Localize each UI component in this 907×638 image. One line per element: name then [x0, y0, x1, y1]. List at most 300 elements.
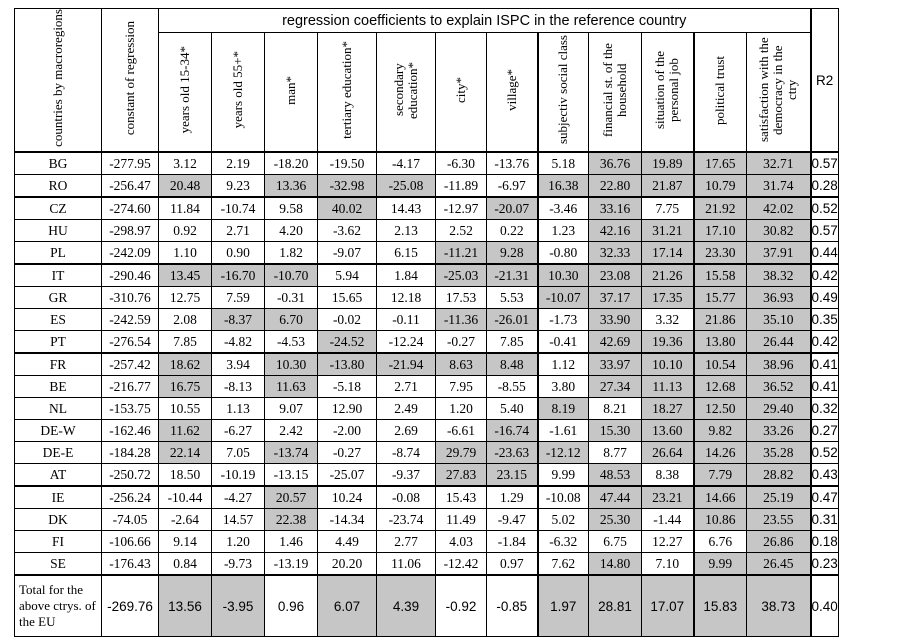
- coefficient-cell: 15.30: [589, 420, 642, 442]
- coefficient-cell: -14.34: [318, 509, 377, 531]
- coefficient-cell: 2.77: [377, 531, 436, 553]
- r2-cell: 0.23: [811, 553, 839, 576]
- coefficient-cell: 42.69: [589, 331, 642, 354]
- r2-cell: 0.32: [811, 398, 839, 420]
- coefficient-cell: 16.75: [159, 376, 212, 398]
- coefficient-cell: 15.83: [694, 575, 747, 637]
- coefficient-cell: 9.99: [538, 464, 589, 487]
- coefficient-cell: 23.08: [589, 264, 642, 287]
- coefficient-cell: 22.80: [589, 175, 642, 198]
- table-row: [15, 175, 839, 198]
- coefficient-cell: 11.49: [436, 509, 487, 531]
- country-code: ES: [15, 309, 102, 331]
- country-code: IE: [15, 486, 102, 509]
- country-code: NL: [15, 398, 102, 420]
- coefficient-cell: -13.76: [487, 152, 538, 175]
- coefficient-cell: 23.30: [694, 242, 747, 265]
- coefficient-cell: 6.15: [377, 242, 436, 265]
- coefficient-cell: 17.35: [642, 287, 694, 309]
- coefficient-cell: 3.94: [212, 353, 265, 376]
- r2-cell: 0.42: [811, 264, 839, 287]
- coefficient-cell: -8.37: [212, 309, 265, 331]
- coefficient-cell: -13.80: [318, 353, 377, 376]
- coefficient-cell: 37.17: [589, 287, 642, 309]
- coefficient-cell: 7.75: [642, 197, 694, 220]
- coefficient-cell: 20.20: [318, 553, 377, 576]
- table-title: regression coefficients to explain ISPC in the reference country: [159, 9, 811, 33]
- coefficient-cell: 26.64: [642, 442, 694, 464]
- country-code: HU: [15, 220, 102, 242]
- coefficient-cell: 12.18: [377, 287, 436, 309]
- coefficient-cell: 21.87: [642, 175, 694, 198]
- coefficient-cell: 35.28: [747, 442, 811, 464]
- coefficient-cell: 22.38: [265, 509, 318, 531]
- coefficient-cell: 17.53: [436, 287, 487, 309]
- coefficient-cell: 1.46: [265, 531, 318, 553]
- r2-cell: 0.40: [811, 575, 839, 637]
- column-header-text: city*: [453, 77, 468, 103]
- coefficient-cell: 4.03: [436, 531, 487, 553]
- coefficient-cell: 13.45: [159, 264, 212, 287]
- coefficient-cell: -8.74: [377, 442, 436, 464]
- coefficient-cell: 3.80: [538, 376, 589, 398]
- column-header: [538, 33, 589, 153]
- r2-header: R2: [811, 9, 839, 153]
- coefficient-cell: 18.50: [159, 464, 212, 487]
- coefficient-cell: 10.54: [694, 353, 747, 376]
- table-row: [15, 486, 839, 509]
- coefficient-cell: 17.10: [694, 220, 747, 242]
- coefficient-cell: 7.10: [642, 553, 694, 576]
- coefficient-cell: 7.05: [212, 442, 265, 464]
- coefficient-cell: -9.37: [377, 464, 436, 487]
- coefficient-cell: 4.49: [318, 531, 377, 553]
- coefficient-cell: 38.96: [747, 353, 811, 376]
- constant-cell: -298.97: [102, 220, 159, 242]
- coefficient-cell: 14.43: [377, 197, 436, 220]
- coefficient-cell: 29.40: [747, 398, 811, 420]
- coefficient-cell: 17.65: [694, 152, 747, 175]
- coefficient-cell: 11.06: [377, 553, 436, 576]
- constant-header-text: constant of regression: [122, 20, 137, 136]
- coefficient-cell: 10.55: [159, 398, 212, 420]
- r2-cell: 0.35: [811, 309, 839, 331]
- coefficient-cell: 2.49: [377, 398, 436, 420]
- constant-cell: -242.59: [102, 309, 159, 331]
- coefficient-cell: -4.27: [212, 486, 265, 509]
- coefficient-cell: -8.55: [487, 376, 538, 398]
- coefficient-cell: -18.20: [265, 152, 318, 175]
- coefficient-cell: 7.85: [159, 331, 212, 354]
- coefficient-cell: 9.14: [159, 531, 212, 553]
- coefficient-cell: -25.07: [318, 464, 377, 487]
- total-label: Total for the above ctrys. of the EU: [15, 575, 102, 637]
- coefficient-cell: -11.36: [436, 309, 487, 331]
- coefficient-cell: -4.53: [265, 331, 318, 354]
- coefficient-cell: -6.61: [436, 420, 487, 442]
- regression-table: [14, 8, 839, 637]
- coefficient-cell: 12.90: [318, 398, 377, 420]
- table-row: [15, 509, 839, 531]
- coefficient-cell: 7.62: [538, 553, 589, 576]
- coefficient-cell: -10.70: [265, 264, 318, 287]
- constant-cell: -242.09: [102, 242, 159, 265]
- coefficient-cell: -0.27: [436, 331, 487, 354]
- coefficient-cell: 11.63: [265, 376, 318, 398]
- coefficient-cell: -3.62: [318, 220, 377, 242]
- r2-cell: 0.28: [811, 175, 839, 198]
- coefficient-cell: 13.60: [642, 420, 694, 442]
- r2-cell: 0.41: [811, 353, 839, 376]
- constant-cell: -153.75: [102, 398, 159, 420]
- coefficient-cell: 8.38: [642, 464, 694, 487]
- column-header-text: political trust: [712, 55, 728, 125]
- constant-cell: -74.05: [102, 509, 159, 531]
- r2-cell: 0.41: [811, 376, 839, 398]
- coefficient-cell: -4.82: [212, 331, 265, 354]
- coefficient-cell: 0.92: [159, 220, 212, 242]
- coefficient-cell: 33.26: [747, 420, 811, 442]
- r2-cell: 0.18: [811, 531, 839, 553]
- coefficient-cell: -12.12: [538, 442, 589, 464]
- coefficient-cell: 7.79: [694, 464, 747, 487]
- coefficient-cell: 0.90: [212, 242, 265, 265]
- coefficient-cell: 11.62: [159, 420, 212, 442]
- constant-cell: -106.66: [102, 531, 159, 553]
- column-header: [212, 33, 265, 153]
- coefficient-cell: 6.75: [589, 531, 642, 553]
- constant-cell: -162.46: [102, 420, 159, 442]
- coefficient-cell: -1.44: [642, 509, 694, 531]
- column-header: [642, 33, 694, 153]
- coefficient-cell: 20.48: [159, 175, 212, 198]
- coefficient-cell: 23.15: [487, 464, 538, 487]
- coefficient-cell: 10.10: [642, 353, 694, 376]
- coefficient-cell: 0.97: [487, 553, 538, 576]
- column-header-text: subjectiv social class: [555, 35, 571, 145]
- coefficient-cell: -9.47: [487, 509, 538, 531]
- coefficient-cell: 7.59: [212, 287, 265, 309]
- coefficient-cell: 1.84: [377, 264, 436, 287]
- column-header-text: years old 55+*: [230, 51, 245, 129]
- coefficient-cell: -10.19: [212, 464, 265, 487]
- coefficient-cell: -2.00: [318, 420, 377, 442]
- coefficient-cell: -0.80: [538, 242, 589, 265]
- coefficient-cell: 4.20: [265, 220, 318, 242]
- coefficient-cell: 14.57: [212, 509, 265, 531]
- coefficient-cell: 6.76: [694, 531, 747, 553]
- coefficient-cell: 7.95: [436, 376, 487, 398]
- coefficient-cell: 26.86: [747, 531, 811, 553]
- coefficient-cell: 2.13: [377, 220, 436, 242]
- table-row: [15, 464, 839, 487]
- coefficient-cell: 13.56: [159, 575, 212, 637]
- coefficient-cell: -19.50: [318, 152, 377, 175]
- country-code: IT: [15, 264, 102, 287]
- coefficient-cell: 14.26: [694, 442, 747, 464]
- coefficient-cell: 37.91: [747, 242, 811, 265]
- coefficient-cell: 33.90: [589, 309, 642, 331]
- r2-cell: 0.57: [811, 152, 839, 175]
- coefficient-cell: 10.79: [694, 175, 747, 198]
- coefficient-cell: -21.94: [377, 353, 436, 376]
- coefficient-cell: 6.07: [318, 575, 377, 637]
- coefficient-cell: -26.01: [487, 309, 538, 331]
- coefficient-cell: -1.84: [487, 531, 538, 553]
- coefficient-cell: 5.94: [318, 264, 377, 287]
- coefficient-cell: 38.32: [747, 264, 811, 287]
- coefficient-cell: 21.92: [694, 197, 747, 220]
- coefficient-cell: 18.27: [642, 398, 694, 420]
- coefficient-cell: 40.02: [318, 197, 377, 220]
- coefficient-cell: 2.08: [159, 309, 212, 331]
- coefficient-cell: 10.86: [694, 509, 747, 531]
- r2-cell: 0.43: [811, 464, 839, 487]
- r2-cell: 0.57: [811, 220, 839, 242]
- coefficient-cell: 21.26: [642, 264, 694, 287]
- coefficient-cell: 25.30: [589, 509, 642, 531]
- coefficient-cell: -13.15: [265, 464, 318, 487]
- constant-cell: -290.46: [102, 264, 159, 287]
- coefficient-cell: 2.52: [436, 220, 487, 242]
- country-code: FI: [15, 531, 102, 553]
- coefficient-cell: -6.27: [212, 420, 265, 442]
- column-header-text: village*: [503, 69, 519, 111]
- coefficient-cell: 11.13: [642, 376, 694, 398]
- country-code: FR: [15, 353, 102, 376]
- coefficient-cell: 38.73: [747, 575, 811, 637]
- coefficient-cell: 8.63: [436, 353, 487, 376]
- coefficient-cell: -25.08: [377, 175, 436, 198]
- table-row: [15, 376, 839, 398]
- constant-cell: -250.72: [102, 464, 159, 487]
- coefficient-cell: 9.23: [212, 175, 265, 198]
- coefficient-cell: 29.79: [436, 442, 487, 464]
- coefficient-cell: 8.77: [589, 442, 642, 464]
- column-header: [694, 33, 747, 153]
- coefficient-cell: -12.24: [377, 331, 436, 354]
- country-code: SE: [15, 553, 102, 576]
- r2-cell: 0.44: [811, 242, 839, 265]
- table-row: [15, 197, 839, 220]
- country-code: BG: [15, 152, 102, 175]
- country-code: PL: [15, 242, 102, 265]
- coefficient-cell: -23.74: [377, 509, 436, 531]
- coefficient-cell: 17.07: [642, 575, 694, 637]
- coefficient-cell: -4.17: [377, 152, 436, 175]
- coefficient-cell: -2.64: [159, 509, 212, 531]
- coefficient-cell: 12.27: [642, 531, 694, 553]
- constant-cell: -310.76: [102, 287, 159, 309]
- coefficient-cell: -10.44: [159, 486, 212, 509]
- coefficient-cell: 11.84: [159, 197, 212, 220]
- coefficient-cell: -24.52: [318, 331, 377, 354]
- column-header-text: man*: [283, 75, 298, 105]
- coefficient-cell: 18.62: [159, 353, 212, 376]
- coefficient-cell: 42.16: [589, 220, 642, 242]
- coefficient-cell: 32.71: [747, 152, 811, 175]
- coefficient-cell: 1.20: [212, 531, 265, 553]
- table-row: [15, 531, 839, 553]
- country-code: BE: [15, 376, 102, 398]
- coefficient-cell: -32.98: [318, 175, 377, 198]
- coefficient-cell: 10.30: [265, 353, 318, 376]
- coefficient-cell: 0.22: [487, 220, 538, 242]
- coefficient-cell: -16.74: [487, 420, 538, 442]
- coefficient-cell: 32.33: [589, 242, 642, 265]
- r2-cell: 0.52: [811, 197, 839, 220]
- coefficient-cell: 47.44: [589, 486, 642, 509]
- coefficient-cell: 5.53: [487, 287, 538, 309]
- coefficient-cell: 28.81: [589, 575, 642, 637]
- coefficient-cell: 1.13: [212, 398, 265, 420]
- coefficient-cell: 6.70: [265, 309, 318, 331]
- table-row: [15, 331, 839, 354]
- coefficient-cell: 36.93: [747, 287, 811, 309]
- constant-cell: -256.24: [102, 486, 159, 509]
- constant-cell: -277.95: [102, 152, 159, 175]
- coefficient-cell: 2.19: [212, 152, 265, 175]
- coefficient-cell: -6.30: [436, 152, 487, 175]
- constant-cell: -269.76: [102, 575, 159, 637]
- country-code: DK: [15, 509, 102, 531]
- coefficient-cell: 19.36: [642, 331, 694, 354]
- coefficient-cell: 12.50: [694, 398, 747, 420]
- r2-cell: 0.27: [811, 420, 839, 442]
- coefficient-cell: -1.73: [538, 309, 589, 331]
- coefficient-cell: 2.69: [377, 420, 436, 442]
- constant-cell: -216.77: [102, 376, 159, 398]
- table-row: [15, 264, 839, 287]
- column-header-text: secondary education*: [391, 61, 420, 119]
- constant-cell: -276.54: [102, 331, 159, 354]
- coefficient-cell: 20.57: [265, 486, 318, 509]
- coefficient-cell: -3.46: [538, 197, 589, 220]
- coefficient-cell: 36.76: [589, 152, 642, 175]
- coefficient-cell: 4.39: [377, 575, 436, 637]
- coefficient-cell: 1.29: [487, 486, 538, 509]
- coefficient-cell: 21.86: [694, 309, 747, 331]
- corner-header-text: countries by macroregions: [50, 9, 65, 147]
- coefficient-cell: 15.65: [318, 287, 377, 309]
- coefficient-cell: 9.58: [265, 197, 318, 220]
- total-row: [15, 575, 839, 637]
- coefficient-cell: -0.08: [377, 486, 436, 509]
- column-header-text: situation of the personal job: [652, 51, 682, 129]
- coefficient-cell: 5.40: [487, 398, 538, 420]
- coefficient-cell: 23.21: [642, 486, 694, 509]
- coefficient-cell: 9.07: [265, 398, 318, 420]
- constant-cell: -184.28: [102, 442, 159, 464]
- column-header-text: years old 15-34*: [177, 46, 192, 134]
- column-header: [318, 33, 377, 153]
- coefficient-cell: 14.80: [589, 553, 642, 576]
- coefficient-cell: -11.89: [436, 175, 487, 198]
- coefficient-cell: 26.45: [747, 553, 811, 576]
- coefficient-cell: -20.07: [487, 197, 538, 220]
- coefficient-cell: -0.85: [487, 575, 538, 637]
- coefficient-cell: 8.48: [487, 353, 538, 376]
- table-row: [15, 220, 839, 242]
- constant-cell: -257.42: [102, 353, 159, 376]
- coefficient-cell: -6.97: [487, 175, 538, 198]
- column-header-text: financial st. of the household: [600, 43, 629, 137]
- r2-cell: 0.49: [811, 287, 839, 309]
- coefficient-cell: 1.20: [436, 398, 487, 420]
- coefficient-cell: 36.52: [747, 376, 811, 398]
- coefficient-cell: 5.18: [538, 152, 589, 175]
- coefficient-cell: 2.71: [377, 376, 436, 398]
- column-header: [589, 33, 642, 153]
- coefficient-cell: 8.21: [589, 398, 642, 420]
- coefficient-cell: 33.16: [589, 197, 642, 220]
- coefficient-cell: 33.97: [589, 353, 642, 376]
- corner-header: [15, 9, 102, 153]
- coefficient-cell: 15.43: [436, 486, 487, 509]
- coefficient-cell: 31.74: [747, 175, 811, 198]
- coefficient-cell: 25.19: [747, 486, 811, 509]
- coefficient-cell: 1.12: [538, 353, 589, 376]
- coefficient-cell: 27.34: [589, 376, 642, 398]
- coefficient-cell: 26.44: [747, 331, 811, 354]
- country-code: PT: [15, 331, 102, 354]
- coefficient-cell: -10.07: [538, 287, 589, 309]
- table-row: [15, 353, 839, 376]
- coefficient-cell: 28.82: [747, 464, 811, 487]
- constant-header: [102, 9, 159, 153]
- coefficient-cell: -0.31: [265, 287, 318, 309]
- coefficient-cell: -6.32: [538, 531, 589, 553]
- coefficient-cell: 8.19: [538, 398, 589, 420]
- column-header: [265, 33, 318, 153]
- coefficient-cell: -9.73: [212, 553, 265, 576]
- coefficient-cell: 2.42: [265, 420, 318, 442]
- r2-cell: 0.52: [811, 442, 839, 464]
- table-row: [15, 309, 839, 331]
- coefficient-cell: 13.80: [694, 331, 747, 354]
- coefficient-cell: -0.92: [436, 575, 487, 637]
- coefficient-cell: 3.32: [642, 309, 694, 331]
- coefficient-cell: -12.42: [436, 553, 487, 576]
- country-code: DE-E: [15, 442, 102, 464]
- table-row: [15, 287, 839, 309]
- column-header: [159, 33, 212, 153]
- coefficient-cell: 10.30: [538, 264, 589, 287]
- coefficient-cell: -0.02: [318, 309, 377, 331]
- table-row: [15, 398, 839, 420]
- table-row: [15, 152, 839, 175]
- coefficient-cell: 35.10: [747, 309, 811, 331]
- coefficient-cell: 23.55: [747, 509, 811, 531]
- coefficient-cell: -11.21: [436, 242, 487, 265]
- coefficient-cell: -9.07: [318, 242, 377, 265]
- country-code: RO: [15, 175, 102, 198]
- coefficient-cell: 19.89: [642, 152, 694, 175]
- coefficient-cell: 16.38: [538, 175, 589, 198]
- coefficient-cell: -12.97: [436, 197, 487, 220]
- coefficient-cell: -13.19: [265, 553, 318, 576]
- coefficient-cell: 3.12: [159, 152, 212, 175]
- coefficient-cell: 42.02: [747, 197, 811, 220]
- table-row: [15, 442, 839, 464]
- constant-cell: -274.60: [102, 197, 159, 220]
- column-header: [747, 33, 811, 153]
- table-row: [15, 420, 839, 442]
- coefficient-cell: 9.82: [694, 420, 747, 442]
- country-code: AT: [15, 464, 102, 487]
- constant-cell: -256.47: [102, 175, 159, 198]
- coefficient-cell: 15.77: [694, 287, 747, 309]
